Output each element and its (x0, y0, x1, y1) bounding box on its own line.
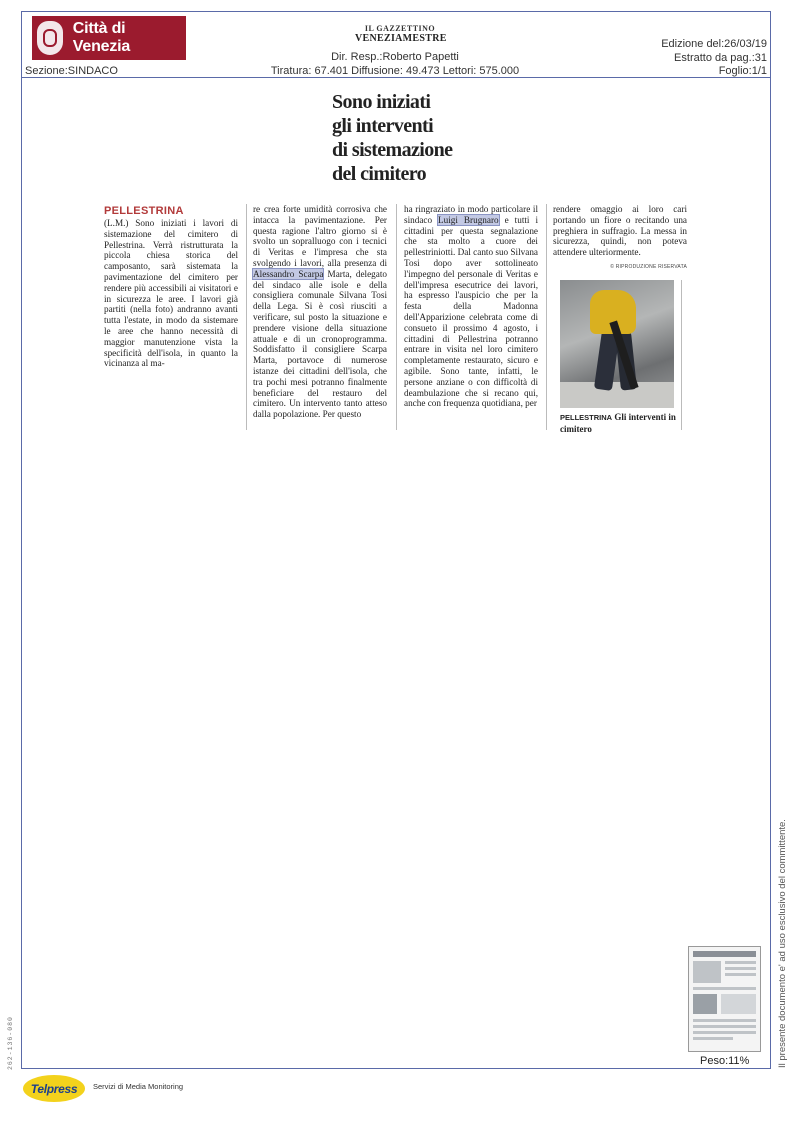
photo-caption (560, 412, 678, 434)
circulation-line: Tiratura: 67.401 Diffusione: 49.473 Lettori: 575.000 (270, 65, 520, 77)
column-rule (546, 204, 547, 430)
weight-percentage: Peso:11% (700, 1055, 750, 1067)
section-tag: PELLESTRINA (104, 205, 184, 217)
usage-notice: Il presente documento e' ad uso esclusivo del committente. (777, 819, 788, 1068)
headline-line: del cimitero (332, 163, 427, 185)
publication-name: IL GAZZETTINO (364, 24, 436, 33)
article-column-3 (404, 204, 538, 409)
article-column-1 (104, 204, 238, 369)
column-rule (681, 280, 682, 430)
client-logo (32, 16, 186, 60)
venice-crest-icon (37, 21, 63, 55)
column-text: (L.M.) Sono iniziati i lavori di sistemazione del cimitero di Pellestrina. Verrà ristrutturata la piccola chiesa storica del camposanto, sarà sistemata la pavimentazione del cimitero per rendere più accessibili ai visitatori e in sicurezza le aree. I lavori già partiti (nella foto) andranno avanti tutta l'estate, in modo da sistemare le aree che hanno necessità di maggior manutenzione vista la specificità dell'isola, in quanto la vicinanza al ma- (104, 218, 238, 369)
publication-edition: VENEZIAMESTRE (355, 33, 447, 44)
provider-logo (23, 1075, 85, 1102)
column-text: rendere omaggio ai loro cari portando un fiore o recitando una preghiera in suffragio. La messa in sicurezza, quindi, non poteva attendere ulteriormente. (553, 204, 687, 258)
column-text: re crea forte umidità corrosiva che intacca la pavimentazione. Per questa ragione l'altro giorno si è svolto un sopralluogo con i tecnici di Veritas e l'impresa che sta svolgendo i lavori, alla presenza di (253, 204, 387, 268)
column-rule (246, 204, 247, 430)
director-line: Dir. Resp.:Roberto Papetti (331, 51, 459, 63)
section-label: Sezione:SINDACO (25, 65, 118, 77)
article-column-4 (553, 204, 687, 273)
caption-tag: PELLESTRINA (560, 413, 613, 422)
caption-text: Gli interventi in cimitero (560, 412, 676, 434)
copyright-notice: © RIPRODUZIONE RISERVATA (610, 263, 687, 270)
article-photo (560, 280, 674, 408)
client-logo-text: Città di Venezia (72, 20, 131, 55)
sheet-number: Foglio:1/1 (718, 65, 767, 77)
photo-rubble (560, 382, 674, 408)
page-extract: Estratto da pag.:31 (674, 52, 767, 64)
headline-line: Sono iniziati (332, 91, 431, 113)
column-rule (396, 204, 397, 430)
column-text: e tutti i cittadini per questa segnalazione che sta molto a cuore dei pellestriniotti. Dal canto suo Silvana Tosi dopo aver sottolineato l'impegno del personale di Veritas e dell'impresa esecutrice dei lavori, ha espresso l'auspicio che per la festa della Madonna dell'Apparizione celebrata come di consueto il prossimo 4 agosto, i cittadini di Pellestrina potranno entrare in visita nel loro cimitero completamente restaurato, sicuro e agibile. Sono tante, infatti, le persone anziane o con difficoltà di deambulazione che si recano qui, anche con frequenza quotidiana, per (404, 214, 539, 409)
page-thumbnail (688, 946, 761, 1052)
highlighted-name: Luigi Brugnaro (438, 214, 499, 225)
headline-line: gli interventi (332, 115, 434, 137)
column-text: Marta, delegato del sindaco alle isole e della consigliera comunale Silvana Tosi della Lega. Si è così riusciti a verificare, sul posto la situazione e prendere visione della situazione attuale e di un cronoprogramma. Soddisfatto il consigliere Scarpa Marta, portavoce di numerose istanze dei cittadini dell'isola, che tra pochi mesi potranno finalmente beneficiare del restauro del cimitero. Un intervento tanto atteso dalla popolazione. Per questo (253, 268, 387, 420)
provider-logo-text: Telpress (30, 1081, 78, 1096)
column-text: ha ringraziato in modo particolare il sindaco (404, 204, 538, 225)
document-code: 262-136-080 (7, 1016, 14, 1070)
article-column-2 (253, 204, 387, 420)
publication-logo (355, 24, 445, 44)
article-headline (332, 90, 502, 186)
edition-date: Edizione del:26/03/19 (661, 38, 767, 50)
headline-line: di sistemazione (332, 139, 453, 161)
highlighted-name: Alessandro Scarpa (253, 268, 324, 279)
provider-tagline: Servizi di Media Monitoring (93, 1082, 184, 1091)
